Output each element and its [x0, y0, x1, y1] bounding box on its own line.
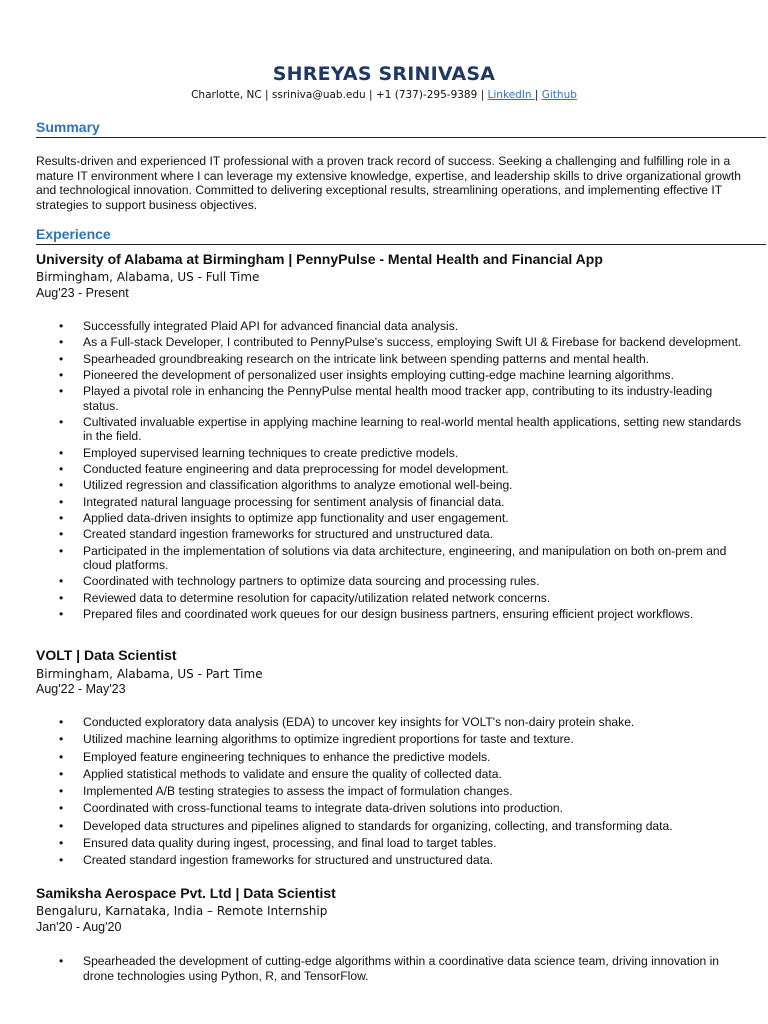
list-item: • Successfully integrated Plaid API for advanced financial data analysis.: [0, 319, 743, 334]
summary-divider: [36, 137, 766, 138]
linkedin-link[interactable]: LinkedIn: [487, 89, 535, 101]
job-title: Samiksha Aerospace Pvt. Ltd | Data Scientist: [36, 885, 336, 901]
list-item: • Applied statistical methods to validate and ensure the quality of collected data.: [0, 767, 743, 782]
list-item: • Applied data-driven insights to optimize app functionality and user engagement.: [0, 511, 743, 526]
contact-line: [0, 89, 768, 101]
resume-name: SHREYAS SRINIVASA: [272, 63, 496, 85]
list-item: • Pioneered the development of personalized user insights employing cutting-edge machine learning algorithms.: [0, 368, 743, 383]
job-bullet-list: [0, 319, 768, 623]
job-bullet-list: [0, 715, 768, 871]
job-location: Birmingham, Alabama, US - Full Time: [36, 270, 260, 284]
list-item: • Conducted feature engineering and data preprocessing for model development.: [0, 462, 743, 477]
job-location: Bengaluru, Karnataka, India – Remote Internship: [36, 904, 328, 918]
summary-text: Results-driven and experienced IT professional with a proven track record of success. Seeking a challenging and fulfilling role in a mature IT environment where I can leverage my extensive knowledge, expertise, and leadership skills to drive organizational growth and technological innovation. Committed to delivering exceptional results, streamlining operations, and implementing effective IT strategies to support business objectives.: [36, 154, 741, 212]
contact-text: Charlotte, NC | ssriniva@uab.edu | +1 (737)-295-9389 |: [191, 89, 488, 101]
job-dates: Aug'22 - May'23: [36, 682, 126, 696]
list-item: • As a Full-stack Developer, I contributed to PennyPulse's success, employing Swift UI & Firebase for backend development.: [0, 335, 743, 350]
job-bullet-list: [0, 954, 768, 985]
job-dates: Aug'23 - Present: [36, 286, 129, 300]
list-item: • Integrated natural language processing for sentiment analysis of financial data.: [0, 495, 743, 510]
experience-divider: [36, 244, 766, 245]
list-item: • Developed data structures and pipelines aligned to standards for organizing, collecting, and transforming data.: [0, 819, 743, 834]
list-item: • Employed feature engineering techniques to enhance the predictive models.: [0, 750, 743, 765]
list-item: • Coordinated with technology partners to optimize data sourcing and processing rules.: [0, 574, 743, 589]
list-item: • Ensured data quality during ingest, processing, and final load to target tables.: [0, 836, 743, 851]
job-title: VOLT | Data Scientist: [36, 647, 177, 663]
experience-heading: Experience: [36, 226, 111, 242]
list-item: • Utilized regression and classification algorithms to analyze emotional well-being.: [0, 478, 743, 493]
list-item: • Created standard ingestion frameworks for structured and unstructured data.: [0, 853, 743, 868]
job-title: University of Alabama at Birmingham | PennyPulse - Mental Health and Financial App: [36, 251, 603, 267]
summary-heading: Summary: [36, 119, 100, 135]
list-item: • Conducted exploratory data analysis (EDA) to uncover key insights for VOLT's non-dairy protein shake.: [0, 715, 743, 730]
list-item: • Created standard ingestion frameworks for structured and unstructured data.: [0, 527, 743, 542]
list-item: • Implemented A/B testing strategies to assess the impact of formulation changes.: [0, 784, 743, 799]
list-item: • Utilized machine learning algorithms to optimize ingredient proportions for taste and texture.: [0, 732, 743, 747]
list-item: • Played a pivotal role in enhancing the PennyPulse mental health mood tracker app, contributing to its industry-leading status.: [0, 384, 743, 413]
list-item: • Prepared files and coordinated work queues for our design business partners, ensuring efficient project workflows.: [0, 607, 743, 622]
list-item: • Cultivated invaluable expertise in applying machine learning to real-world mental health applications, setting new standards in the field.: [0, 415, 743, 444]
list-item: • Spearheaded groundbreaking research on the intricate link between spending patterns and mental health.: [0, 352, 743, 367]
job-dates: Jan'20 - Aug'20: [36, 920, 122, 934]
list-item: • Spearheaded the development of cutting-edge algorithms within a coordinative data science team, driving innovation in drone technologies using Python, R, and TensorFlow.: [0, 954, 743, 983]
job-location: Birmingham, Alabama, US - Part Time: [36, 667, 263, 681]
list-item: • Participated in the implementation of solutions via data architecture, engineering, and manipulation on both on-prem and cloud platforms.: [0, 544, 743, 573]
list-item: • Employed supervised learning techniques to create predictive models.: [0, 446, 743, 461]
github-link[interactable]: Github: [541, 89, 577, 101]
list-item: • Reviewed data to determine resolution for capacity/utilization related network concerns.: [0, 591, 743, 606]
list-item: • Coordinated with cross-functional teams to integrate data-driven solutions into production.: [0, 801, 743, 816]
contact-separator: |: [534, 89, 539, 101]
